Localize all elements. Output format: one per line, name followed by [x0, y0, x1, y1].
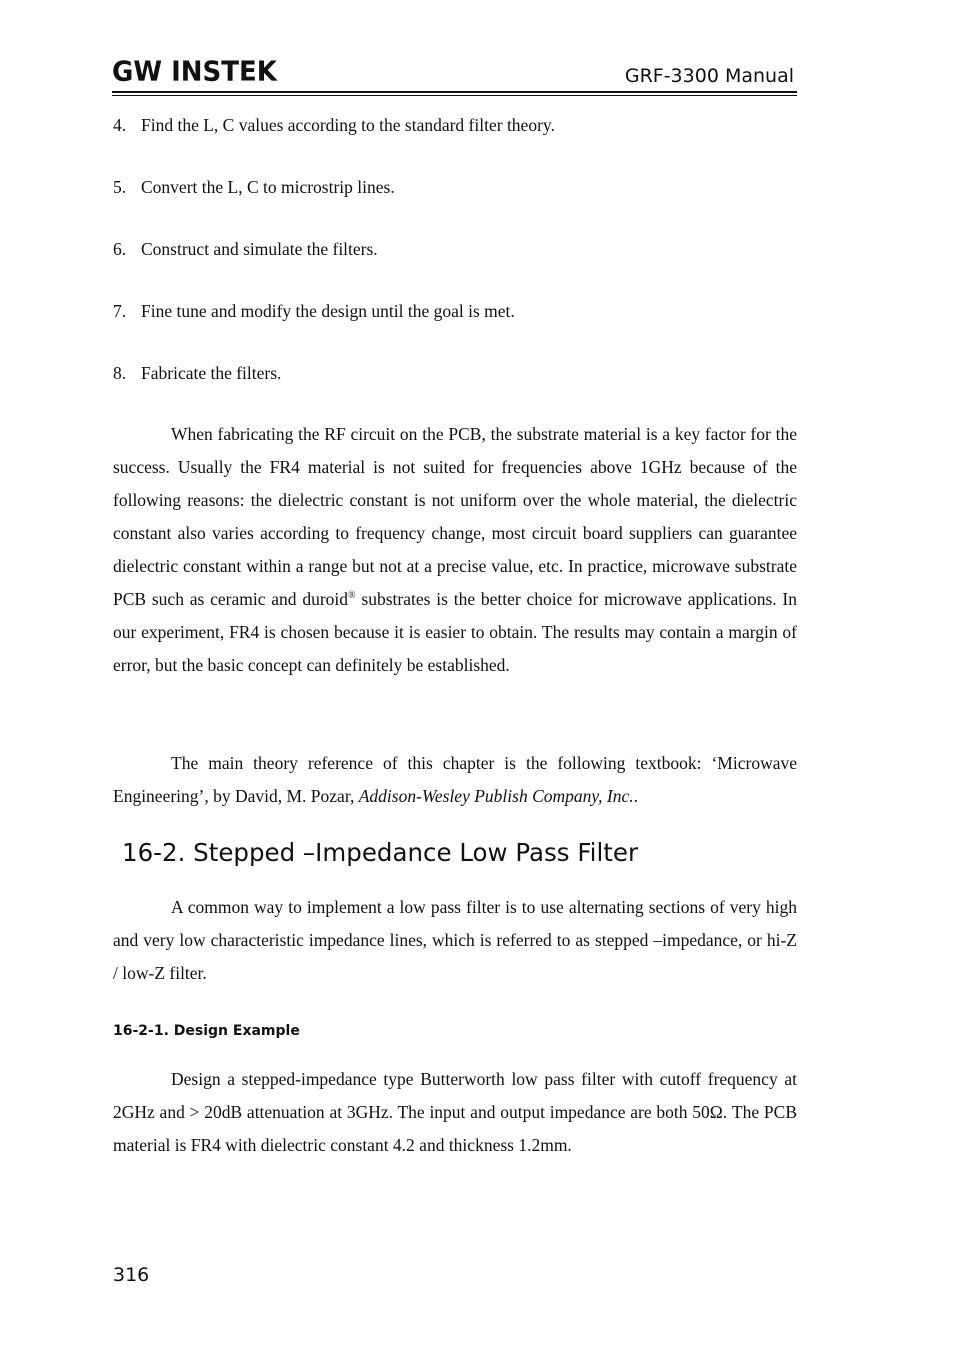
paragraph-substrate: When fabricating the RF circuit on the PCB, the substrate material is a key factor for the success. Usually the FR4 material is not suited for frequencies above 1GHz because of the following reasons: the dielectric constant is not uniform over the whole material, the dielectric constant also varies according to frequency change, most circuit board suppliers can guarantee dielectric constant within a range but not at a precise value, etc. In practice, microwave substrate PCB such as ceramic and duroid® substrates is the better choice for microwave applications. In our experiment, FR4 is chosen because it is easier to obtain. The results may contain a margin of error, but the basic concept can definitely be established.: [113, 424, 798, 675]
paragraph-reference: The main theory reference of this chapter is the following textbook: ‘Microwave Engineering’, by David, M. Pozar, Addison-Wesley Publish Company, Inc..: [113, 753, 797, 806]
step-item: [113, 113, 555, 137]
step-text: Construct and simulate the filters.: [141, 239, 378, 259]
step-number: 8.: [113, 363, 127, 383]
step-number: 7.: [113, 301, 127, 321]
step-item: [113, 237, 378, 261]
step-number: 5.: [113, 177, 127, 197]
step-item: [113, 361, 281, 385]
manual-title: GRF-3300 Manual: [624, 65, 794, 87]
step-number: 6.: [113, 239, 127, 259]
brand-logo: GW INSTEK: [112, 56, 277, 88]
step-text: Find the L, C values according to the standard filter theory.: [141, 115, 555, 135]
page-number: 316: [113, 1264, 150, 1286]
registered-mark: ®: [348, 590, 356, 601]
section-heading: 16-2. Stepped –Impedance Low Pass Filter: [122, 838, 639, 867]
subsection-heading: 16-2-1. Design Example: [113, 1023, 300, 1039]
step-text: Fine tune and modify the design until the goal is met.: [141, 301, 515, 321]
paragraph-design-example: Design a stepped-impedance type Butterworth low pass filter with cutoff frequency at 2GHz and > 20dB attenuation at 3GHz. The input and output impedance are both 50Ω. The PCB material is FR4 with dielectric constant 4.2 and thickness 1.2mm.: [113, 1069, 797, 1155]
step-item: [113, 175, 395, 199]
step-item: [113, 299, 515, 323]
paragraph-lowpass-intro: A common way to implement a low pass filter is to use alternating sections of very high and very low characteristic impedance lines, which is referred to as stepped –impedance, or hi-Z / low-Z filter.: [113, 897, 797, 983]
step-text: Fabricate the filters.: [141, 363, 282, 383]
step-number: 4.: [113, 115, 127, 135]
header-rule-thick: [112, 91, 797, 93]
step-text: Convert the L, C to microstrip lines.: [141, 177, 395, 197]
header-rule-thin: [112, 95, 797, 96]
publisher-name: Addison-Wesley Publish Company, Inc.: [358, 786, 634, 806]
